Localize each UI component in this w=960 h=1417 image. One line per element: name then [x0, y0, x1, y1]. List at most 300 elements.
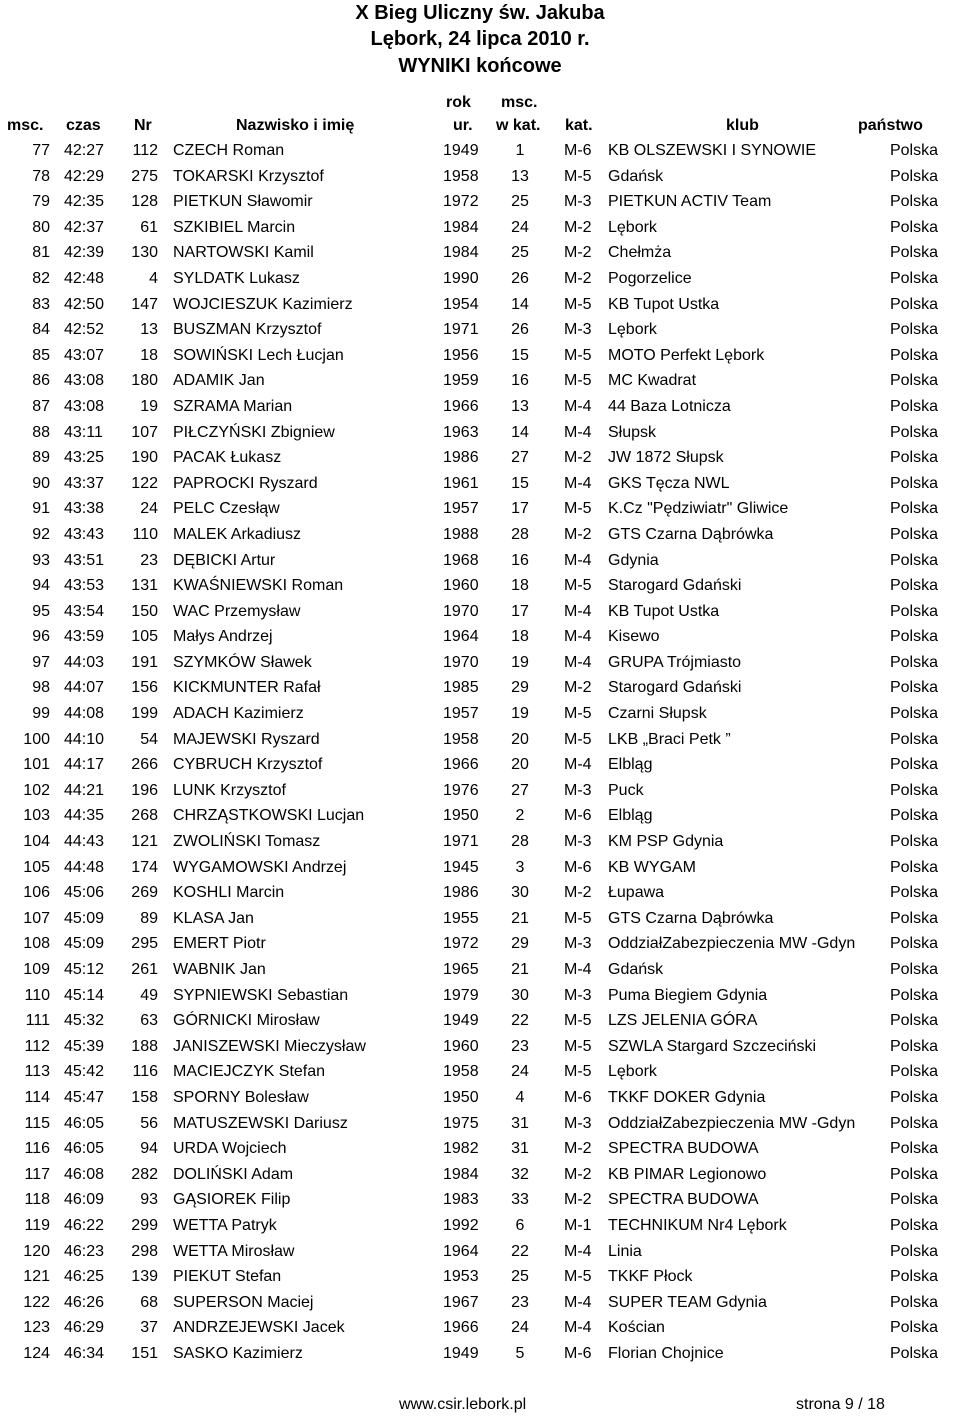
category-cell: M-2 — [564, 884, 592, 902]
competitor-name-cell: WABNIK Jan — [173, 961, 266, 978]
bib-number-cell: 131 — [131, 577, 158, 595]
table-row — [0, 1034, 960, 1060]
country-cell: Polska — [889, 730, 938, 748]
club-cell: Gdańsk — [608, 167, 664, 185]
position-cell: 118 — [24, 1191, 50, 1209]
birth-year-cell: 1968 — [443, 551, 479, 569]
bib-number-cell: 107 — [131, 423, 158, 441]
bib-number-cell: 196 — [131, 781, 158, 799]
birth-year-cell: 1960 — [443, 1037, 479, 1055]
position-cell: 116 — [24, 1140, 50, 1158]
table-row — [0, 829, 960, 855]
country-cell: Polska — [889, 295, 938, 313]
category-cell: M-5 — [564, 295, 592, 313]
position-cell: 104 — [23, 833, 50, 851]
category-position-cell: 32 — [511, 1165, 529, 1183]
time-cell: 45:39 — [64, 1037, 105, 1055]
category-cell: M-5 — [564, 730, 592, 748]
category-cell: M-3 — [564, 781, 592, 799]
position-cell: 78 — [32, 167, 50, 185]
competitor-name-cell: PACAK Łukasz — [173, 449, 282, 467]
position-cell: 99 — [32, 705, 50, 723]
header-rok: rok — [446, 94, 471, 111]
category-position-cell: 29 — [511, 679, 529, 697]
birth-year-cell: 1986 — [443, 884, 479, 902]
competitor-name-cell: CHRZĄSTKOWSKI Lucjan — [173, 807, 365, 825]
bib-number-cell: 295 — [131, 935, 158, 953]
country-cell: Polska — [889, 372, 938, 390]
country-cell: Polska — [889, 858, 938, 876]
category-position-cell: 22 — [511, 1242, 529, 1260]
category-cell: M-2 — [564, 269, 592, 287]
category-position-cell: 21 — [511, 909, 529, 927]
time-cell: 46:23 — [64, 1242, 105, 1260]
club-cell: SPECTRA BUDOWA — [608, 1191, 759, 1209]
category-position-cell: 15 — [511, 474, 529, 492]
country-cell: Polska — [889, 1088, 938, 1106]
birth-year-cell: 1963 — [443, 423, 479, 441]
position-cell: 121 — [23, 1268, 50, 1286]
category-position-cell: 29 — [511, 935, 529, 953]
bib-number-cell: 13 — [140, 321, 158, 339]
country-cell: Polska — [889, 653, 938, 671]
bib-number-cell: 298 — [131, 1242, 158, 1260]
category-cell: M-5 — [564, 1037, 592, 1055]
table-row — [0, 138, 960, 164]
position-cell: 115 — [24, 1114, 50, 1132]
time-cell: 44:07 — [64, 679, 105, 697]
category-position-cell: 31 — [511, 1114, 529, 1132]
category-position-cell: 1 — [515, 142, 525, 159]
country-cell: Polska — [889, 193, 938, 211]
header-category: kat. — [565, 117, 593, 134]
table-row — [0, 624, 960, 650]
category-position-cell: 19 — [511, 705, 529, 723]
category-position-cell: 13 — [511, 167, 529, 185]
position-cell: 95 — [32, 602, 50, 620]
time-cell: 43:54 — [64, 602, 105, 620]
table-row — [0, 548, 960, 574]
table-row — [0, 701, 960, 727]
competitor-name-cell: KWAŚNIEWSKI Roman — [173, 577, 344, 595]
birth-year-cell: 1984 — [443, 1165, 479, 1183]
category-position-cell: 24 — [511, 218, 529, 236]
position-cell: 81 — [32, 244, 50, 262]
position-cell: 93 — [32, 551, 50, 569]
results-heading: WYNIKI końcowe — [398, 55, 562, 77]
country-cell: Polska — [889, 1319, 938, 1337]
competitor-name-cell: SUPERSON Maciej — [173, 1293, 314, 1311]
country-cell: Polska — [889, 602, 938, 620]
club-cell: OddziałZabezpieczenia MW -Gdyn — [608, 1114, 856, 1132]
time-cell: 43:11 — [64, 423, 103, 441]
club-cell: 44 Baza Lotnicza — [608, 397, 731, 415]
competitor-name-cell: Małys Andrzej — [173, 628, 273, 646]
club-cell: GTS Czarna Dąbrówka — [608, 909, 774, 927]
position-cell: 98 — [32, 679, 50, 697]
time-cell: 45:09 — [64, 909, 105, 927]
category-position-cell: 18 — [511, 577, 529, 595]
category-cell: M-2 — [564, 1191, 592, 1209]
position-cell: 87 — [32, 397, 50, 415]
category-cell: M-2 — [564, 679, 592, 697]
table-row — [0, 266, 960, 292]
country-cell: Polska — [889, 397, 938, 415]
time-cell: 42:29 — [64, 167, 105, 185]
header-category-position: w kat. — [496, 117, 541, 134]
header-time: czas — [66, 117, 101, 134]
table-row — [0, 931, 960, 957]
country-cell: Polska — [889, 577, 938, 595]
category-position-cell: 4 — [515, 1088, 525, 1106]
table-row — [0, 164, 960, 190]
competitor-name-cell: KLASA Jan — [173, 909, 254, 927]
bib-number-cell: 180 — [131, 372, 158, 390]
bib-number-cell: 89 — [140, 909, 158, 927]
table-row — [0, 778, 960, 804]
category-cell: M-4 — [564, 653, 592, 671]
time-cell: 44:10 — [64, 730, 105, 748]
competitor-name-cell: ZWOLIŃSKI Tomasz — [173, 833, 321, 851]
category-position-cell: 26 — [511, 269, 529, 287]
category-cell: M-6 — [564, 1344, 592, 1362]
category-cell: M-4 — [564, 756, 592, 774]
club-cell: SPECTRA BUDOWA — [608, 1140, 759, 1158]
country-cell: Polska — [889, 474, 938, 492]
competitor-name-cell: CZECH Roman — [173, 142, 285, 159]
country-cell: Polska — [889, 1344, 938, 1362]
competitor-name-cell: TOKARSKI Krzysztof — [173, 167, 324, 185]
time-cell: 45:09 — [64, 935, 105, 953]
country-cell: Polska — [889, 1114, 938, 1132]
competitor-name-cell: SZKIBIEL Marcin — [173, 218, 296, 236]
country-cell: Polska — [889, 142, 938, 159]
club-cell: TKKF DOKER Gdynia — [608, 1088, 766, 1106]
bib-number-cell: 19 — [140, 397, 158, 415]
time-cell: 46:22 — [64, 1216, 105, 1234]
position-cell: 103 — [23, 807, 50, 825]
competitor-name-cell: SZRAMA Marian — [173, 397, 293, 415]
category-position-cell: 27 — [511, 781, 529, 799]
club-cell: MC Kwadrat — [608, 372, 697, 390]
position-cell: 107 — [23, 909, 50, 927]
position-cell: 105 — [23, 858, 50, 876]
club-cell: MOTO Perfekt Lębork — [608, 346, 765, 364]
competitor-name-cell: BUSZMAN Krzysztof — [173, 321, 322, 339]
position-cell: 77 — [32, 142, 50, 159]
category-cell: M-6 — [564, 1088, 592, 1106]
club-cell: Lębork — [608, 321, 657, 339]
club-cell: Linia — [608, 1242, 642, 1260]
birth-year-cell: 1965 — [443, 961, 479, 978]
time-cell: 44:48 — [64, 858, 105, 876]
club-cell: K.Cz "Pędziwiatr" Gliwice — [608, 500, 789, 518]
position-cell: 91 — [32, 500, 50, 518]
competitor-name-cell: DOLIŃSKI Adam — [173, 1165, 294, 1183]
category-cell: M-6 — [564, 858, 592, 876]
club-cell: KB Tupot Ustka — [608, 602, 720, 620]
position-cell: 89 — [32, 449, 50, 467]
birth-year-cell: 1984 — [443, 244, 479, 262]
birth-year-cell: 1966 — [443, 397, 479, 415]
category-position-cell: 13 — [511, 397, 529, 415]
table-row — [0, 1213, 960, 1239]
club-cell: KB OLSZEWSKI I SYNOWIE — [608, 142, 817, 159]
country-cell: Polska — [889, 679, 938, 697]
birth-year-cell: 1955 — [443, 909, 479, 927]
birth-year-cell: 1975 — [443, 1114, 479, 1132]
club-cell: Starogard Gdański — [608, 577, 742, 595]
birth-year-cell: 1984 — [443, 218, 479, 236]
bib-number-cell: 61 — [140, 218, 158, 236]
header-name: Nazwisko i imię — [236, 117, 355, 134]
bib-number-cell: 156 — [131, 679, 158, 697]
birth-year-cell: 1970 — [443, 653, 479, 671]
category-position-cell: 6 — [515, 1216, 525, 1234]
category-cell: M-4 — [564, 602, 592, 620]
table-row — [0, 368, 960, 394]
competitor-name-cell: SYPNIEWSKI Sebastian — [173, 986, 349, 1004]
category-position-cell: 30 — [511, 986, 529, 1004]
time-cell: 43:59 — [64, 628, 105, 646]
bib-number-cell: 112 — [132, 142, 158, 159]
competitor-name-cell: EMERT Piotr — [173, 935, 266, 953]
category-position-cell: 19 — [511, 653, 529, 671]
birth-year-cell: 1949 — [443, 1344, 479, 1362]
bib-number-cell: 174 — [131, 858, 158, 876]
table-row — [0, 599, 960, 625]
position-cell: 102 — [23, 781, 50, 799]
competitor-name-cell: SPORNY Bolesław — [173, 1088, 309, 1106]
position-cell: 80 — [32, 218, 50, 236]
birth-year-cell: 1956 — [443, 346, 479, 364]
birth-year-cell: 1988 — [443, 525, 479, 543]
table-row — [0, 1136, 960, 1162]
club-cell: PIETKUN ACTIV Team — [608, 193, 772, 211]
bib-number-cell: 37 — [140, 1319, 158, 1337]
table-row — [0, 803, 960, 829]
country-cell: Polska — [889, 935, 938, 953]
bib-number-cell: 275 — [131, 167, 158, 185]
position-cell: 90 — [32, 474, 50, 492]
club-cell: OddziałZabezpieczenia MW -Gdyn — [608, 935, 856, 953]
competitor-name-cell: DĘBICKI Artur — [173, 551, 276, 569]
competitor-name-cell: ADACH Kazimierz — [173, 705, 304, 723]
time-cell: 42:48 — [64, 269, 105, 287]
table-row — [0, 1111, 960, 1137]
bib-number-cell: 110 — [132, 525, 158, 543]
club-cell: Elbląg — [608, 756, 653, 774]
table-row — [0, 1239, 960, 1265]
table-row — [0, 1008, 960, 1034]
bib-number-cell: 54 — [140, 730, 158, 748]
time-cell: 43:08 — [64, 397, 105, 415]
footer-website: www.csir.lebork.pl — [399, 1396, 527, 1413]
country-cell: Polska — [889, 346, 938, 364]
time-cell: 46:09 — [64, 1191, 105, 1209]
country-cell: Polska — [889, 1037, 938, 1055]
time-cell: 45:47 — [64, 1088, 105, 1106]
competitor-name-cell: MALEK Arkadiusz — [173, 525, 302, 543]
category-position-cell: 26 — [511, 321, 529, 339]
category-position-cell: 15 — [511, 346, 529, 364]
category-cell: M-4 — [564, 1293, 592, 1311]
time-cell: 45:12 — [64, 961, 105, 978]
table-row — [0, 752, 960, 778]
category-cell: M-4 — [564, 961, 592, 978]
table-row — [0, 471, 960, 497]
competitor-name-cell: SZYMKÓW Sławek — [173, 653, 312, 671]
time-cell: 44:43 — [64, 833, 105, 851]
bib-number-cell: 158 — [131, 1088, 158, 1106]
bib-number-cell: 105 — [131, 628, 158, 646]
club-cell: SUPER TEAM Gdynia — [608, 1293, 767, 1311]
country-cell: Polska — [889, 167, 938, 185]
bib-number-cell: 282 — [131, 1165, 158, 1183]
competitor-name-cell: GĄSIOREK Filip — [173, 1191, 291, 1209]
category-cell: M-5 — [564, 167, 592, 185]
category-cell: M-5 — [564, 577, 592, 595]
country-cell: Polska — [889, 1293, 938, 1311]
country-cell: Polska — [889, 1140, 938, 1158]
competitor-name-cell: NARTOWSKI Kamil — [173, 244, 314, 262]
position-cell: 120 — [23, 1242, 50, 1260]
category-cell: M-1 — [564, 1216, 592, 1234]
footer-page-number: strona 9 / 18 — [796, 1396, 885, 1413]
position-cell: 114 — [24, 1088, 50, 1106]
category-cell: M-3 — [564, 833, 592, 851]
category-position-cell: 23 — [511, 1293, 529, 1311]
bib-number-cell: 190 — [131, 449, 158, 467]
time-cell: 43:25 — [64, 449, 105, 467]
birth-year-cell: 1964 — [443, 1242, 479, 1260]
competitor-name-cell: MACIEJCZYK Stefan — [173, 1063, 326, 1081]
club-cell: Łupawa — [608, 884, 665, 902]
category-cell: M-5 — [564, 372, 592, 390]
time-cell: 43:08 — [64, 372, 105, 390]
competitor-name-cell: ADAMIK Jan — [173, 372, 265, 390]
category-position-cell: 5 — [515, 1344, 525, 1362]
header-number: Nr — [134, 117, 152, 134]
country-cell: Polska — [889, 1063, 938, 1081]
position-cell: 88 — [32, 423, 50, 441]
birth-year-cell: 1971 — [443, 321, 479, 339]
country-cell: Polska — [889, 269, 938, 287]
table-row — [0, 240, 960, 266]
country-cell: Polska — [889, 321, 938, 339]
club-cell: Lębork — [608, 218, 657, 236]
time-cell: 42:37 — [64, 218, 105, 236]
header-country: państwo — [858, 117, 923, 134]
club-cell: SZWLA Stargard Szczeciński — [608, 1037, 817, 1055]
table-row — [0, 1162, 960, 1188]
birth-year-cell: 1954 — [443, 295, 479, 313]
document-subtitle: Lębork, 24 lipca 2010 r. — [370, 28, 590, 50]
club-cell: Starogard Gdański — [608, 679, 742, 697]
country-cell: Polska — [889, 244, 938, 262]
position-cell: 86 — [32, 372, 50, 390]
club-cell: TKKF Płock — [608, 1268, 693, 1286]
club-cell: Chełmża — [608, 244, 672, 262]
table-row — [0, 855, 960, 881]
category-cell: M-4 — [564, 1242, 592, 1260]
table-row — [0, 1187, 960, 1213]
competitor-name-cell: PELC Czesłąw — [173, 500, 280, 518]
competitor-name-cell: MAJEWSKI Ryszard — [173, 730, 320, 748]
category-cell: M-4 — [564, 1319, 592, 1337]
table-row — [0, 445, 960, 471]
country-cell: Polska — [889, 884, 938, 902]
birth-year-cell: 1972 — [443, 193, 479, 211]
table-row — [0, 675, 960, 701]
time-cell: 45:06 — [64, 884, 105, 902]
category-cell: M-3 — [564, 986, 592, 1004]
position-cell: 113 — [24, 1063, 50, 1081]
category-cell: M-4 — [564, 551, 592, 569]
birth-year-cell: 1945 — [443, 858, 479, 876]
category-position-cell: 24 — [511, 1319, 529, 1337]
bib-number-cell: 4 — [149, 269, 158, 287]
category-position-cell: 20 — [511, 756, 529, 774]
category-cell: M-3 — [564, 935, 592, 953]
competitor-name-cell: GÓRNICKI Mirosław — [173, 1012, 320, 1030]
birth-year-cell: 1957 — [443, 500, 479, 518]
category-cell: M-5 — [564, 1012, 592, 1030]
position-cell: 97 — [32, 653, 50, 671]
category-cell: M-4 — [564, 628, 592, 646]
bib-number-cell: 268 — [131, 807, 158, 825]
position-cell: 101 — [23, 756, 50, 774]
club-cell: Elbląg — [608, 807, 653, 825]
birth-year-cell: 1966 — [443, 756, 479, 774]
category-position-cell: 25 — [511, 244, 529, 262]
country-cell: Polska — [889, 756, 938, 774]
club-cell: KB PIMAR Legionowo — [608, 1165, 767, 1183]
header-club: klub — [726, 117, 759, 134]
competitor-name-cell: SASKO Kazimierz — [173, 1344, 303, 1362]
category-position-cell: 31 — [511, 1140, 529, 1158]
club-cell: Pogorzelice — [608, 269, 692, 287]
club-cell: GRUPA Trójmiasto — [608, 653, 742, 671]
category-position-cell: 14 — [511, 295, 529, 313]
birth-year-cell: 1950 — [443, 1088, 479, 1106]
category-cell: M-4 — [564, 397, 592, 415]
competitor-name-cell: LUNK Krzysztof — [173, 781, 286, 799]
time-cell: 44:03 — [64, 653, 105, 671]
category-position-cell: 33 — [511, 1191, 529, 1209]
bib-number-cell: 199 — [131, 705, 158, 723]
category-position-cell: 30 — [511, 884, 529, 902]
competitor-name-cell: WOJCIESZUK Kazimierz — [173, 295, 353, 313]
country-cell: Polska — [889, 961, 938, 978]
time-cell: 46:08 — [64, 1165, 105, 1183]
table-row — [0, 1059, 960, 1085]
category-cell: M-6 — [564, 807, 592, 825]
country-cell: Polska — [889, 781, 938, 799]
competitor-name-cell: WAC Przemysław — [173, 602, 301, 620]
birth-year-cell: 1985 — [443, 679, 479, 697]
club-cell: KM PSP Gdynia — [608, 833, 724, 851]
category-position-cell: 16 — [511, 372, 529, 390]
time-cell: 42:50 — [64, 295, 105, 313]
position-cell: 84 — [32, 321, 50, 339]
table-row — [0, 1315, 960, 1341]
country-cell: Polska — [889, 807, 938, 825]
category-cell: M-3 — [564, 193, 592, 211]
time-cell: 46:05 — [64, 1140, 105, 1158]
birth-year-cell: 1950 — [443, 807, 479, 825]
competitor-name-cell: CYBRUCH Krzysztof — [173, 756, 323, 774]
